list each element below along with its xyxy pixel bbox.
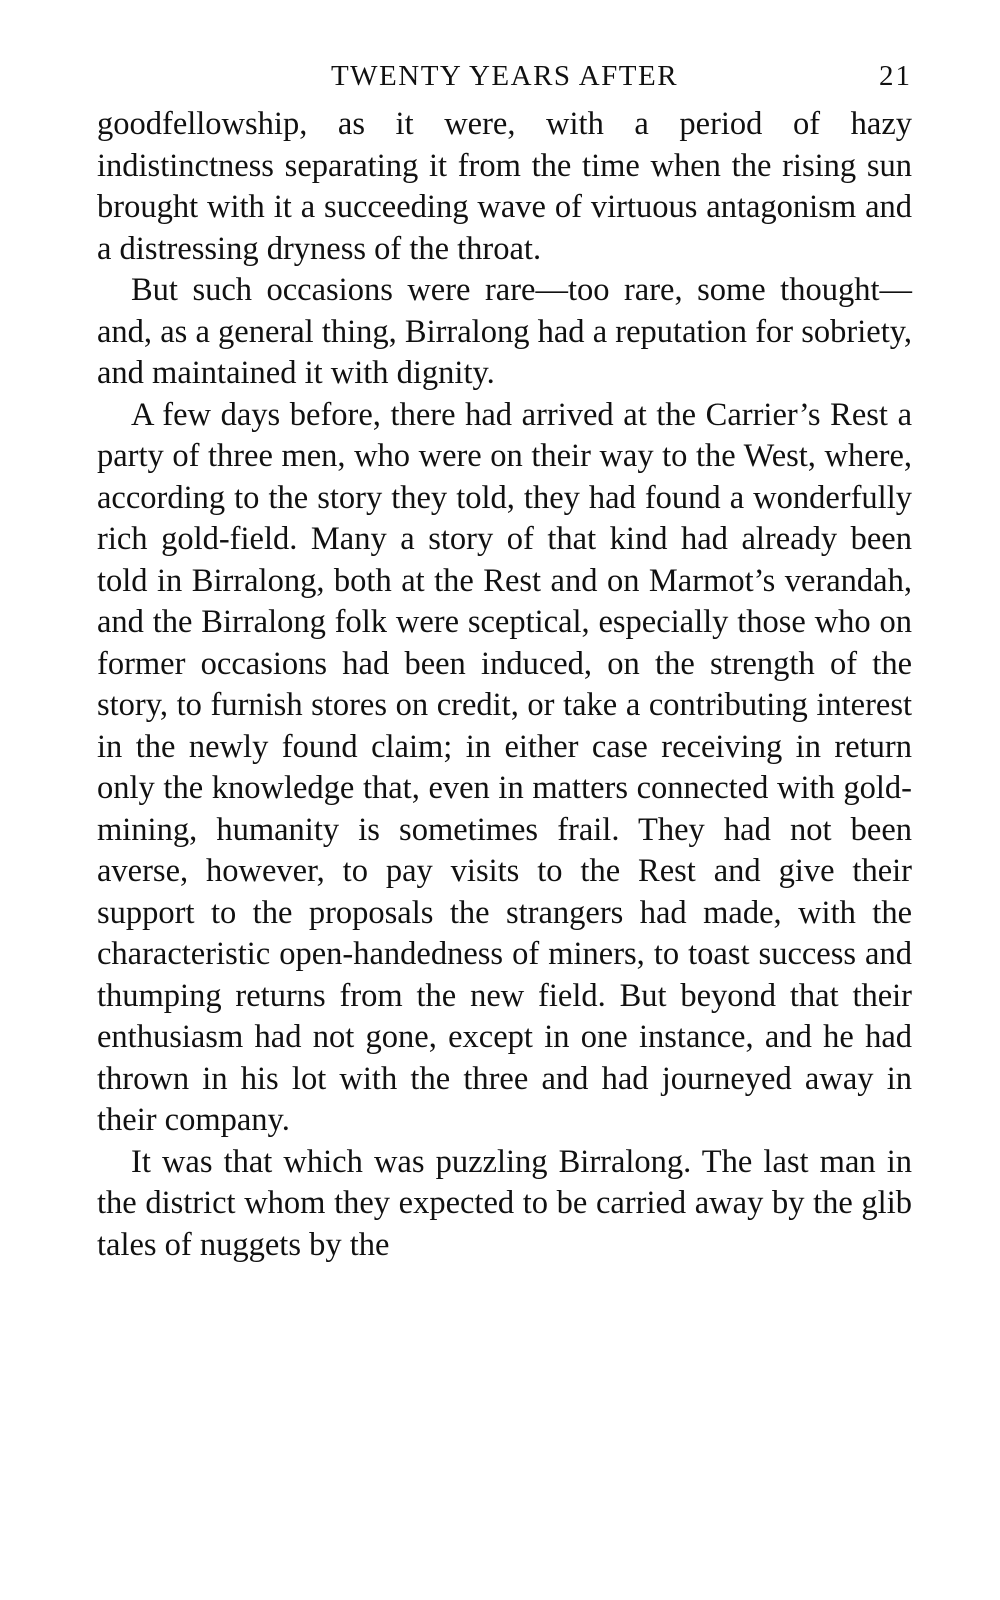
paragraph: But such occasions were rare—too rare, some thought—and, as a general thing, Birralong had a reputation for sobriety, and maintained it with dignity.: [97, 272, 912, 391]
paragraph: It was that which was puzzling Birralong. The last man in the district whom they expected to be carried away by the glib tales of nuggets by the: [97, 1143, 912, 1263]
page-number: 21: [879, 60, 912, 92]
running-title: TWENTY YEARS AFTER: [330, 60, 679, 92]
paragraph-continued: goodfellowship, as it were, with a period of hazy indistinctness separating it from the time when the rising sun brought with it a succeeding wave of virtuous antagonism and a distressing dryness of the throat.: [97, 106, 912, 267]
page-header: [97, 60, 912, 104]
paragraph: A few days before, there had arrived at the Carrier’s Rest a party of three men, who were on their way to the West, where, according to the story they told, they had found a wonderfully rich gold-field. Many a story of that kind had already been told in Birralong, both at the Rest and on Marmot’s verandah, and the Birralong folk were sceptical, especially those who on former occasions had been induced, on the strength of the story, to furnish stores on credit, or take a contributing interest in the newly found claim; in either case receiving in return only the knowledge that, even in matters connected with gold-mining, humanity is sometimes frail. They had not been averse, however, to pay visits to the Rest and give their support to the proposals the strangers had made, with the characteristic open-handedness of miners, to toast success and thumping returns from the new field. But beyond that their enthusiasm had not gone, except in one instance, and he had thrown in his lot with the three and had journeyed away in their company.: [97, 396, 912, 1138]
body-text: [97, 104, 912, 1266]
book-page: [97, 60, 912, 1266]
